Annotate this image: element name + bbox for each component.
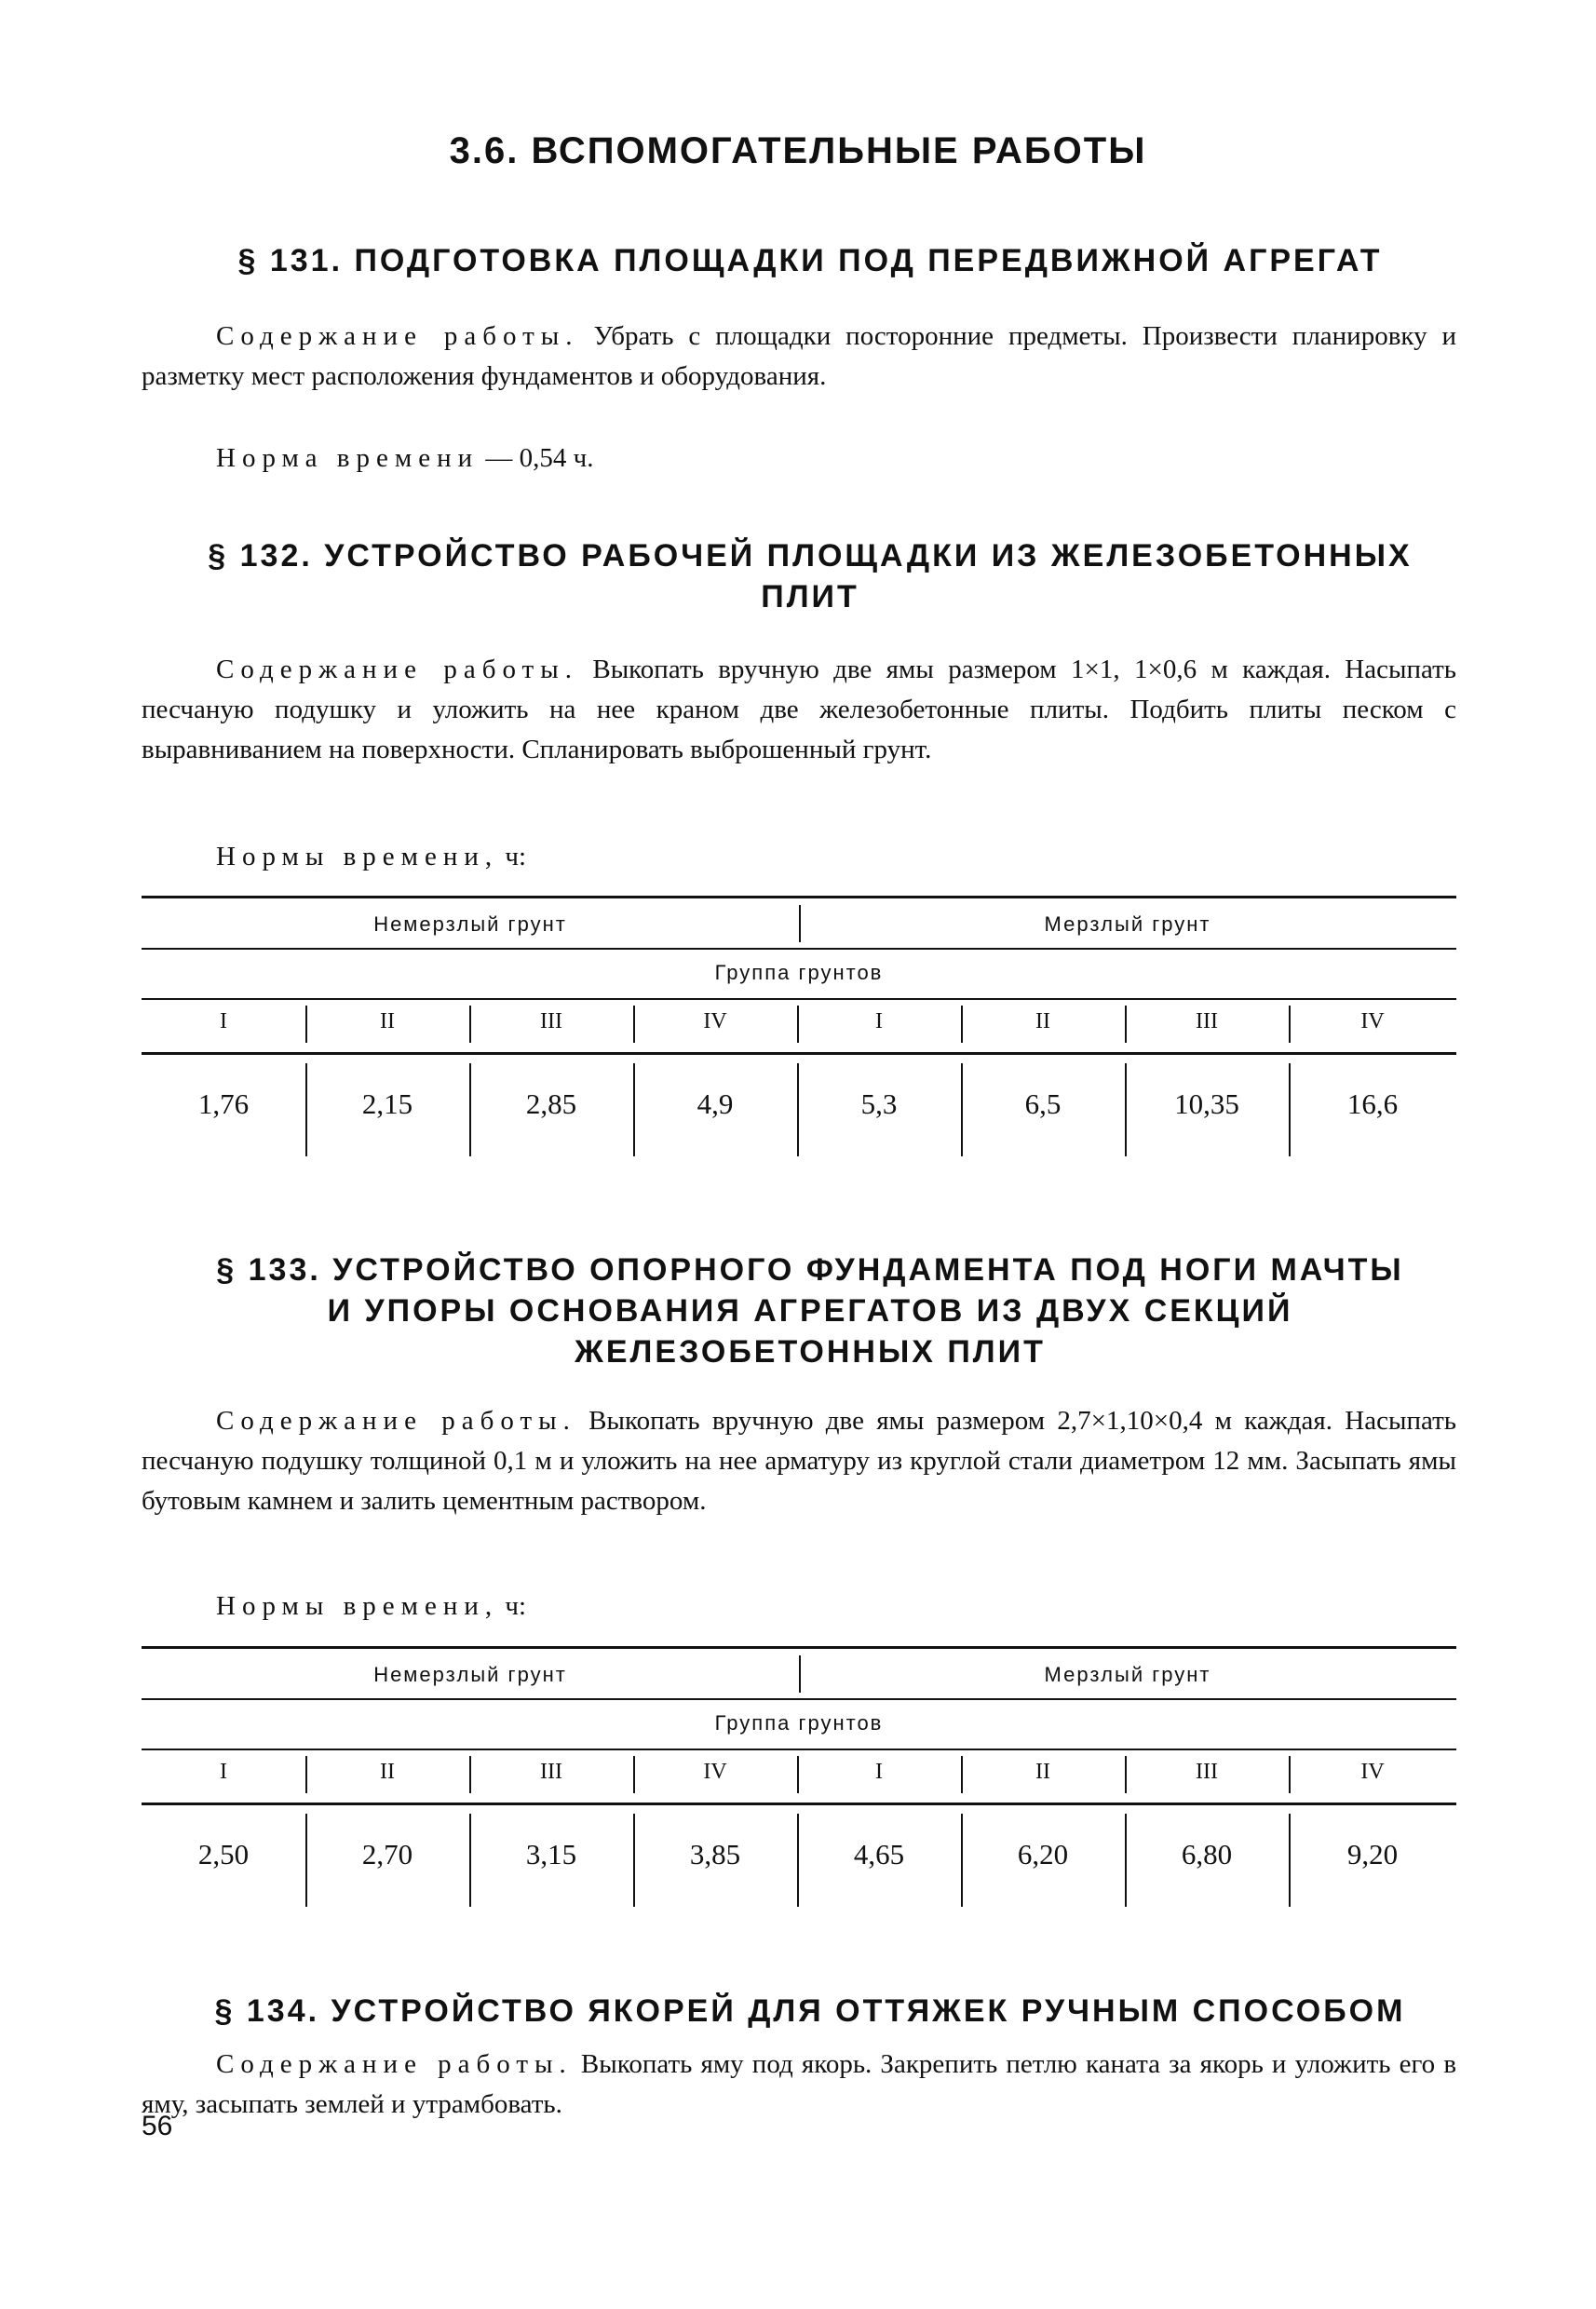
table-divider (797, 1814, 799, 1907)
group-cell: IV (703, 1760, 727, 1784)
group-cell: IV (1360, 1760, 1385, 1784)
content-label: Содержание работы. (216, 655, 578, 684)
content-text: Выкопать вручную две ямы размером 1×1, 1×0,6 м каждая. Насыпать песчаную подушку и уложить на нее краном две железобетонные плиты. Подбить плиты песком с выравниванием на поверхности. Спланировать выброшенный грунт. (142, 655, 1457, 764)
value-cell: 1,76 (197, 1087, 250, 1120)
norm-unit: ч: (505, 1591, 527, 1621)
page-number: 56 (142, 2111, 173, 2141)
table-rule (142, 1749, 1456, 1750)
table-rule (142, 998, 1456, 1000)
group-cell: I (875, 1009, 883, 1033)
value-cell: 5,3 (860, 1087, 898, 1120)
section-134-title (168, 1991, 1453, 2032)
table-divider (469, 1063, 471, 1156)
header-soil-group: Группа грунтов (714, 1711, 884, 1735)
header-soil-group: Группа грунтов (714, 961, 884, 984)
group-cell: II (380, 1760, 395, 1784)
table-divider (305, 1063, 307, 1156)
value-cell: 16,6 (1346, 1087, 1399, 1120)
table-divider (1289, 1756, 1291, 1793)
content-text: Выкопать яму под якорь. Закрепить петлю каната за якорь и уложить его в яму, засыпать землей и утрамбовать. (142, 2049, 1457, 2119)
group-cell: II (1035, 1760, 1050, 1784)
section-132-title-line: ПЛИТ (761, 579, 859, 614)
header-frozen: Мерзлый грунт (1044, 912, 1211, 936)
table-rule (142, 1052, 1456, 1055)
table-divider (1125, 1756, 1127, 1793)
section-134-title-line: § 134. УСТРОЙСТВО ЯКОРЕЙ ДЛЯ ОТТЯЖЕК РУЧНЫМ СПОСОБОМ (214, 1993, 1406, 2029)
table-divider (797, 1756, 799, 1793)
table-divider (633, 1063, 635, 1156)
section-132-content (142, 650, 1456, 770)
table-divider (1289, 1006, 1291, 1043)
section-132-title (168, 535, 1453, 617)
table-rule (142, 1646, 1456, 1649)
table-divider (633, 1006, 635, 1043)
section-133-content (142, 1401, 1456, 1521)
table-divider (961, 1006, 963, 1043)
content-text: Убрать с площадки посторонние предметы. Произвести планировку и разметку мест расположения фундаментов и оборудования. (142, 321, 1457, 391)
norms-table-133 (142, 1646, 1456, 1916)
table-divider (1125, 1063, 1127, 1156)
section-131-content (142, 317, 1456, 397)
value-cell: 2,15 (361, 1087, 413, 1120)
table-divider (305, 1756, 307, 1793)
group-cell: IV (703, 1009, 727, 1033)
table-divider (961, 1814, 963, 1907)
value-cell: 3,85 (689, 1838, 741, 1870)
section-131-title-line: § 131. ПОДГОТОВКА ПЛОЩАДКИ ПОД ПЕРЕДВИЖНОЙ АГРЕГАТ (237, 243, 1383, 278)
table-divider (469, 1814, 471, 1907)
norm-unit: ч: (505, 842, 527, 871)
table-rule (142, 1698, 1456, 1700)
value-cell: 2,85 (525, 1087, 577, 1120)
table-divider (1125, 1814, 1127, 1907)
table-divider (797, 1063, 799, 1156)
norm-label: Нормы времени, (216, 1591, 499, 1621)
group-cell: I (220, 1760, 227, 1784)
group-cell: III (540, 1760, 562, 1784)
value-cell: 6,20 (1017, 1838, 1069, 1870)
section-133-title-line: ЖЕЛЕЗОБЕТОННЫХ ПЛИТ (575, 1334, 1046, 1370)
section-133-title-line: И УПОРЫ ОСНОВАНИЯ АГРЕГАТОВ ИЗ ДВУХ СЕКЦИЙ (327, 1293, 1293, 1329)
value-cell: 2,70 (361, 1838, 413, 1870)
content-label: Содержание работы. (216, 1406, 576, 1436)
value-cell: 3,15 (525, 1838, 577, 1870)
table-divider (1289, 1814, 1291, 1907)
table-divider (961, 1063, 963, 1156)
table-rule (142, 896, 1456, 898)
value-cell: 6,5 (1024, 1087, 1062, 1120)
table-divider (633, 1756, 635, 1793)
group-cell: II (1035, 1009, 1050, 1033)
value-cell: 4,65 (853, 1838, 905, 1870)
header-unfrozen: Немерзлый грунт (373, 1663, 567, 1686)
table-divider (469, 1006, 471, 1043)
content-label: Содержание работы. (216, 2049, 573, 2079)
norm-label: Нормы времени, (216, 842, 499, 871)
chapter-title: 3.6. ВСПОМОГАТЕЛЬНЫЕ РАБОТЫ (449, 130, 1147, 171)
value-cell: 6,80 (1181, 1838, 1233, 1870)
group-cell: III (1196, 1009, 1218, 1033)
group-cell: I (220, 1009, 227, 1033)
group-cell: I (875, 1760, 883, 1784)
value-cell: 9,20 (1346, 1838, 1399, 1870)
norm-value: — 0,54 ч. (485, 443, 594, 473)
table-divider (305, 1814, 307, 1907)
content-text: Выкопать вручную две ямы размером 2,7×1,10×0,4 м каждая. Насыпать песчаную подушку толщиной 0,1 м и уложить на нее арматуру из круглой стали диаметром 12 мм. Засыпать ямы бутовым камнем и залить цементным раствором. (142, 1406, 1457, 1516)
table-divider (305, 1006, 307, 1043)
section-134-content (142, 2045, 1456, 2125)
header-unfrozen: Немерзлый грунт (373, 912, 567, 936)
table-rule (142, 948, 1456, 950)
section-133-title-line: § 133. УСТРОЙСТВО ОПОРНОГО ФУНДАМЕНТА ПОД НОГИ МАЧТЫ (216, 1252, 1404, 1288)
section-133-title (168, 1249, 1453, 1372)
table-divider (633, 1814, 635, 1907)
table-divider (797, 1006, 799, 1043)
table-divider (961, 1756, 963, 1793)
value-cell: 2,50 (197, 1838, 250, 1870)
content-label: Содержание работы. (216, 321, 579, 351)
section-133-norm (216, 1587, 526, 1625)
group-cell: III (540, 1009, 562, 1033)
norms-table-132 (142, 896, 1456, 1166)
header-frozen: Мерзлый грунт (1044, 1663, 1211, 1686)
table-rule (142, 1803, 1456, 1805)
section-132-title-line: § 132. УСТРОЙСТВО РАБОЧЕЙ ПЛОЩАДКИ ИЗ ЖЕЛЕЗОБЕТОННЫХ (208, 538, 1413, 574)
table-divider (469, 1756, 471, 1793)
value-cell: 4,9 (697, 1087, 734, 1120)
table-divider (1125, 1006, 1127, 1043)
value-cell: 10,35 (1174, 1087, 1239, 1120)
table-divider (1289, 1063, 1291, 1156)
section-132-norm (216, 838, 526, 875)
section-131-title (168, 240, 1453, 281)
group-cell: III (1196, 1760, 1218, 1784)
section-131-norm (216, 439, 593, 477)
group-cell: II (380, 1009, 395, 1033)
group-cell: IV (1360, 1009, 1385, 1033)
norm-label: Норма времени (216, 443, 480, 473)
